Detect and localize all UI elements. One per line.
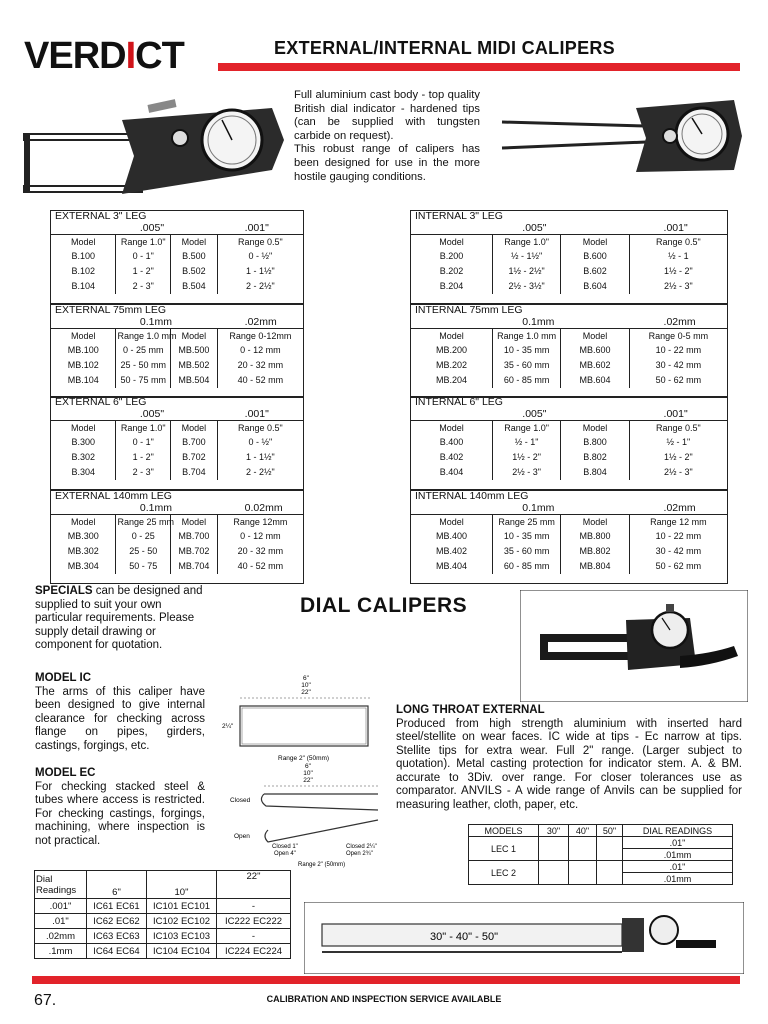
spec-header-cell: Range 1.0 mm [492,329,560,343]
model-cell: MB.204 [435,375,467,385]
reading-value: .001" [35,899,87,914]
model-cell: B.400 [439,437,464,447]
long-caliper-label: 30" - 40" - 50" [430,931,498,943]
dial-caliper-photo [520,590,748,702]
dial-calipers-heading: DIAL CALIPERS [300,594,468,617]
range-cell: 1 - 2" [116,450,171,465]
ec-range: Range 2" (50mm) [298,862,346,868]
range-cell: 20 - 32 mm [217,544,303,559]
range-cell: ½ - 1 [629,249,727,264]
model-cell: B.304 [71,467,95,477]
long-throat-title: LONG THROAT EXTERNAL [396,704,545,716]
lec-cell [597,861,623,885]
spec-header-cell: Range 1.0" [492,421,560,435]
intro-text: Full aluminium cast body - top quality British dial indicator - hardened tips (can be supplied with tungsten carbide on request). This robust range of calipers has been designed for use in the more hostile gauging conditions. [294,89,480,183]
lec-header-40: 40" [569,825,597,837]
range-cell: 20 - 32 mm [217,358,303,373]
spec-table [51,234,303,294]
resolution-a: 0.1mm [522,316,555,328]
model-cell: B.502 [170,264,217,279]
range-cell: 0 - 12 mm [217,529,303,544]
model-cell: MB.602 [561,358,629,373]
long-throat-text: Produced from high strength aluminium with inserted hard steel/stellite on wear faces. IC wide at tips - Ec narrow at tips. Stellite tips for extra wear. Full 2" range. (Larger subject to quotation). Metal casting protection for indicator stem. A. & BM. accurate to 3Div. over range. For closer tolerances use as comparator. ANVILS - A wide range of Anvils can be supplied for measuring leather, cloth, paper, etc. [396,717,742,811]
model-ec-section [35,767,205,848]
ec-dim-6: 6" [305,763,311,770]
model-code-cell: - [217,899,291,914]
range-cell: 50 - 75 [116,559,171,574]
spec-table [411,514,727,574]
spec-block [50,210,304,304]
spec-header-cell: Model [170,329,217,343]
range-cell: 0 - ½" [217,249,303,264]
model-cell: MB.400 [435,531,467,541]
spec-block-title: EXTERNAL 75mm LEG [55,304,167,316]
model-cell: MB.502 [170,358,217,373]
spec-header-cell: Model [51,235,116,249]
readings-header-6: 6" [87,871,147,899]
range-cell: 1½ - 2" [629,264,727,279]
ic-dim-10: 10" [301,682,311,689]
spec-block-title: EXTERNAL 6" LEG [55,396,147,408]
model-ec-text: For checking stacked steel & tubes where access is restricted. For checking castings, forgings, machining, where inspection is not practical. [35,780,205,847]
range-cell: 50 - 62 mm [629,373,727,388]
range-cell: 10 - 35 mm [492,529,560,544]
readings-corner: Dial Readings [35,871,87,899]
ec-open-label: Open [234,833,250,840]
lec-cell [597,837,623,861]
resolution-b: .001" [663,222,688,234]
spec-header-cell: Model [170,421,217,435]
model-cell: B.704 [170,465,217,480]
model-cell: MB.600 [561,343,629,358]
spec-header-cell: Range 12 mm [629,515,727,529]
resolution-b: .001" [244,408,269,420]
model-cell: B.402 [439,452,464,462]
range-cell: 50 - 62 mm [629,559,727,574]
model-cell: B.504 [170,279,217,294]
model-cell: MB.102 [67,360,99,370]
model-cell: B.200 [439,251,464,261]
range-cell: 0 - 1" [116,435,171,450]
spec-table [51,420,303,480]
resolution-a: 0.1mm [139,316,172,328]
reading-value: .1mm [35,944,87,959]
lec-reading: .01mm [623,873,733,885]
range-cell: ½ - 1" [629,435,727,450]
ec-closed-label: Closed [230,797,251,804]
spec-header-cell: Range 0.5" [217,235,303,249]
resolution-a: .005" [522,408,547,420]
model-ic-diagram [222,672,382,764]
model-code-cell: IC104 EC104 [147,944,217,959]
model-cell: MB.604 [561,373,629,388]
ec-open-4: Open 4" [274,851,296,857]
lec-header-models: MODELS [469,825,539,837]
range-cell: 1 - 2" [116,264,171,279]
range-cell: 30 - 42 mm [629,544,727,559]
model-cell: MB.800 [561,529,629,544]
readings-header-22: 22" [217,871,291,899]
model-cell: B.102 [71,266,95,276]
range-cell: 0 - 12 mm [217,343,303,358]
model-cell: B.404 [439,467,464,477]
model-cell: MB.304 [67,561,99,571]
model-cell: MB.702 [170,544,217,559]
ic-dim-22: 22" [301,689,311,696]
lec-row-model: LEC 1 [469,837,539,861]
model-cell: B.302 [71,452,95,462]
lec-cell [539,861,569,885]
model-ic-section [35,672,205,753]
spec-header-cell: Range 0-12mm [217,329,303,343]
spec-header-cell: Model [51,515,116,529]
model-cell: B.700 [170,435,217,450]
lec-cell [569,837,597,861]
spec-header-cell: Range 25 mm [492,515,560,529]
range-cell: 35 - 60 mm [492,544,560,559]
model-cell: MB.104 [67,375,99,385]
ec-dim-22: 22" [303,777,313,784]
lec-table [468,824,733,885]
footer-text: CALIBRATION AND INSPECTION SERVICE AVAILABLE [266,994,502,1004]
model-cell: MB.302 [67,546,99,556]
model-cell: B.602 [561,264,629,279]
model-cell: B.802 [561,450,629,465]
range-cell: 50 - 75 mm [116,373,171,388]
range-cell: 10 - 35 mm [492,343,560,358]
model-cell: B.100 [71,251,95,261]
model-cell: B.202 [439,266,464,276]
lec-header-readings: DIAL READINGS [623,825,733,837]
spec-table [411,234,727,294]
spec-table [51,514,303,574]
model-cell: B.800 [561,435,629,450]
spec-header-cell: Model [411,515,492,529]
ec-closed-2: Closed 2¼" [346,844,377,850]
model-code-cell: IC64 EC64 [87,944,147,959]
resolution-a: 0.1mm [139,502,172,514]
spec-header-cell: Model [561,515,629,529]
model-cell: MB.402 [435,546,467,556]
model-code-cell: IC101 EC101 [147,899,217,914]
specials-note: SPECIALS can be designed and supplied to suit your own particular requirements. Please supply detail drawing or component for quotation. [35,585,203,651]
model-cell: MB.404 [435,561,467,571]
range-cell: 25 - 50 [116,544,171,559]
spec-block [50,304,304,398]
spec-table [411,328,727,388]
spec-header-cell: Model [411,421,492,435]
spec-block [410,396,728,490]
resolution-a: .005" [139,222,165,234]
model-cell: B.300 [71,437,95,447]
range-cell: 40 - 52 mm [217,373,303,388]
page-title: EXTERNAL/INTERNAL MIDI CALIPERS [274,38,615,58]
model-code-cell: IC61 EC61 [87,899,147,914]
spec-header-cell: Range 0-5 mm [629,329,727,343]
readings-header-10: 10" [147,871,217,899]
range-cell: 60 - 85 mm [492,559,560,574]
range-cell: 1½ - 2" [492,450,560,465]
model-cell: B.204 [439,281,464,291]
verdict-logo: VERDICT [24,35,184,77]
ec-closed-1: Closed 1" [272,844,298,850]
range-cell: 0 - 1" [116,249,171,264]
spec-header-cell: Model [561,329,629,343]
ic-range: Range 2" (50mm) [278,755,330,762]
range-cell: 10 - 22 mm [629,343,727,358]
spec-block-title: EXTERNAL 140mm LEG [55,490,172,502]
model-cell: B.500 [170,249,217,264]
model-cell: MB.802 [561,544,629,559]
range-cell: 25 - 50 mm [116,358,171,373]
page-number: 67. [34,992,57,1009]
model-cell: MB.100 [67,345,99,355]
spec-header-cell: Model [411,329,492,343]
external-caliper-photo [22,90,288,200]
model-code-cell: IC102 EC102 [147,914,217,929]
spec-table [411,420,727,480]
model-cell: MB.700 [170,529,217,544]
spec-block-title: INTERNAL 75mm LEG [415,304,523,316]
lec-header-30: 30" [539,825,569,837]
ic-dim-side: 2¼" [222,723,234,730]
lec-reading: .01" [623,861,733,873]
model-cell: MB.504 [170,373,217,388]
spec-header-cell: Model [170,515,217,529]
model-cell: MB.804 [561,559,629,574]
resolution-b: .02mm [663,316,696,328]
model-code-cell: IC224 EC224 [217,944,291,959]
range-cell: 1 - 1½" [217,450,303,465]
resolution-b: .02mm [663,502,696,514]
range-cell: 2½ - 3½" [492,279,560,294]
spec-header-cell: Range 1.0 mm [116,329,171,343]
model-cell: MB.704 [170,559,217,574]
reading-value: .02mm [35,929,87,944]
range-cell: 60 - 85 mm [492,373,560,388]
spec-block-title: INTERNAL 140mm LEG [415,490,529,502]
model-code-cell: IC103 EC103 [147,929,217,944]
spec-header-cell: Model [411,235,492,249]
model-cell: MB.202 [435,360,467,370]
model-ec-diagram [228,760,392,870]
resolution-b: .001" [663,408,688,420]
spec-header-cell: Range 0.5" [629,421,727,435]
model-code-cell: IC63 EC63 [87,929,147,944]
model-cell: MB.200 [435,345,467,355]
range-cell: 30 - 42 mm [629,358,727,373]
model-cell: B.600 [561,249,629,264]
model-code-cell: - [217,929,291,944]
ec-dim-10: 10" [303,770,313,777]
spec-block [50,396,304,490]
lec-row-model: LEC 2 [469,861,539,885]
range-cell: 35 - 60 mm [492,358,560,373]
range-cell: 2 - 3" [116,465,171,480]
spec-header-cell: Model [51,329,116,343]
range-cell: 40 - 52 mm [217,559,303,574]
footer-red-bar [32,976,740,984]
spec-header-cell: Model [561,421,629,435]
spec-header-cell: Range 1.0" [116,421,171,435]
dial-readings-table [34,870,291,959]
resolution-b: .001" [244,222,269,234]
spec-header-cell: Model [561,235,629,249]
spec-block-title: EXTERNAL 3" LEG [55,210,147,222]
spec-header-cell: Range 0.5" [629,235,727,249]
lec-reading: .01" [623,837,733,849]
spec-block-title: INTERNAL 6" LEG [415,396,503,408]
model-cell: MB.300 [67,531,99,541]
model-ic-text: The arms of this caliper have been designed to give internal clearance for checking across flange on pipes, girders, castings, forgings, etc. [35,685,205,752]
spec-block [410,490,728,584]
spec-table [51,328,303,388]
spec-block-title: INTERNAL 3" LEG [415,210,503,222]
resolution-a: 0.1mm [522,502,555,514]
range-cell: 0 - ½" [217,435,303,450]
model-code-cell: IC62 EC62 [87,914,147,929]
range-cell: 0 - 25 [116,529,171,544]
range-cell: 2½ - 3" [629,465,727,480]
long-caliper-photo [304,902,744,974]
range-cell: 2 - 2½" [217,279,303,294]
model-cell: B.604 [561,279,629,294]
range-cell: 2½ - 3" [492,465,560,480]
resolution-a: .005" [522,222,547,234]
resolution-b: .02mm [244,316,277,328]
range-cell: 2 - 2½" [217,465,303,480]
model-ic-title: MODEL IC [35,672,92,684]
range-cell: ½ - 1" [492,435,560,450]
header-red-bar [218,63,740,71]
range-cell: 1 - 1½" [217,264,303,279]
resolution-b: 0.02mm [244,502,283,514]
range-cell: 1½ - 2" [629,450,727,465]
spec-block [410,304,728,398]
range-cell: 2 - 3" [116,279,171,294]
ic-dim-6: 6" [303,675,309,682]
range-cell: 2½ - 3" [629,279,727,294]
model-cell: B.104 [71,281,95,291]
spec-header-cell: Model [51,421,116,435]
spec-header-cell: Model [170,235,217,249]
long-throat-section [396,704,742,812]
model-cell: MB.500 [170,343,217,358]
model-code-cell: IC222 EC222 [217,914,291,929]
internal-caliper-photo [496,90,746,190]
model-cell: B.804 [561,465,629,480]
resolution-a: .005" [139,408,165,420]
ec-open-2: Open 2¾" [346,851,373,857]
lec-cell [539,837,569,861]
lec-cell [569,861,597,885]
spec-header-cell: Range 1.0" [492,235,560,249]
model-cell: B.702 [170,450,217,465]
range-cell: 1½ - 2½" [492,264,560,279]
lec-header-50: 50" [597,825,623,837]
spec-header-cell: Range 12mm [217,515,303,529]
range-cell: 0 - 25 mm [116,343,171,358]
range-cell: 10 - 22 mm [629,529,727,544]
spec-header-cell: Range 1.0" [116,235,171,249]
lec-reading: .01mm [623,849,733,861]
spec-block [410,210,728,304]
reading-value: .01" [35,914,87,929]
spec-block [50,490,304,584]
range-cell: ½ - 1½" [492,249,560,264]
spec-header-cell: Range 25 mm [116,515,171,529]
spec-header-cell: Range 0.5" [217,421,303,435]
model-ec-title: MODEL EC [35,767,96,779]
